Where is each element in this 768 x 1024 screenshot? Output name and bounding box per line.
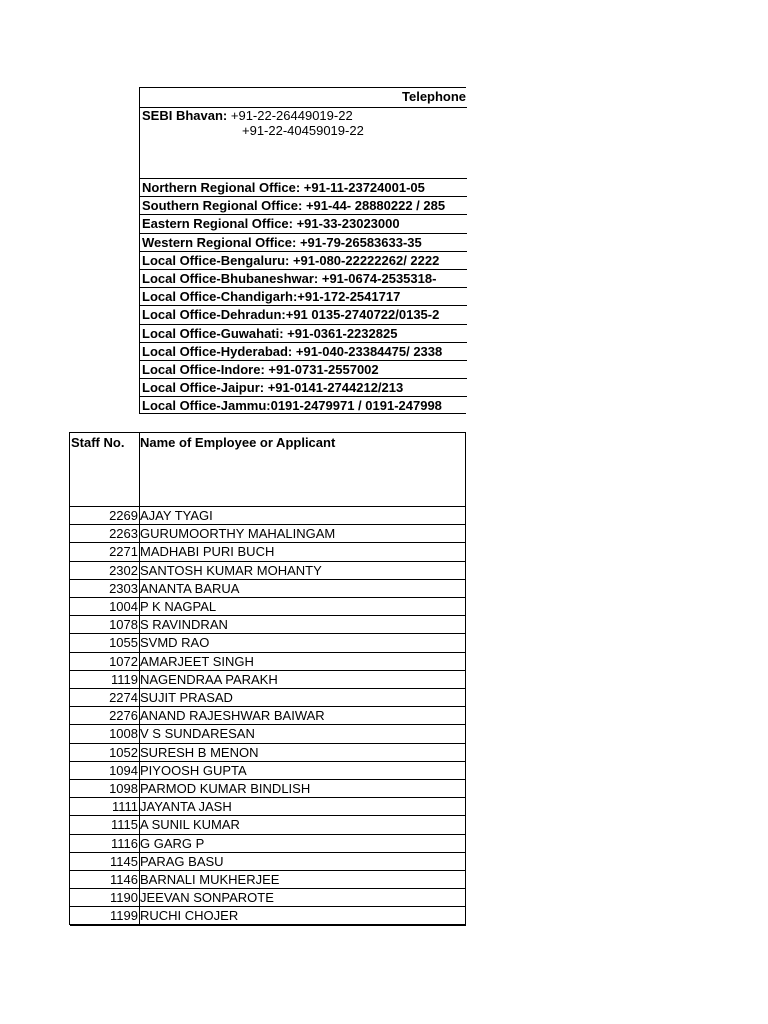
staff-number: 2263: [109, 526, 138, 542]
telephone-block: [139, 87, 466, 414]
office-row: Local Office-Bengaluru: +91-080-22222262/ 2222: [140, 251, 467, 269]
table-row: [70, 525, 466, 543]
office-row: Local Office-Jaipur: +91-0141-2744212/213: [140, 378, 467, 396]
employee-name: SANTOSH KUMAR MOHANTY: [140, 562, 322, 578]
staff-number: 1111: [111, 799, 138, 815]
staff-number: 2271: [109, 544, 138, 560]
table-row: [70, 762, 466, 780]
employee-name: PARAG BASU: [140, 853, 224, 869]
table-row: [70, 598, 466, 616]
employee-name: S RAVINDRAN: [140, 617, 228, 633]
office-row: Local Office-Chandigarh:+91-172-2541717: [140, 287, 467, 305]
table-row: [70, 835, 466, 853]
table-row: [70, 653, 466, 671]
staff-number: 2303: [109, 580, 138, 596]
employee-name: SVMD RAO: [140, 635, 210, 651]
staff-number: 1146: [110, 872, 138, 887]
employee-name: PARMOD KUMAR BINDLISH: [140, 781, 311, 796]
table-row: [70, 616, 466, 634]
office-row: Local Office-Indore: +91-0731-2557002: [140, 360, 467, 378]
office-row: Local Office-Guwahati: +91-0361-2232825: [140, 324, 467, 342]
employee-name: MADHABI PURI BUCH: [140, 544, 275, 560]
employee-name: JEEVAN SONPAROTE: [140, 890, 274, 906]
table-row: [70, 907, 466, 925]
staff-number: 1119: [111, 671, 138, 687]
table-row: [70, 780, 466, 798]
office-row: Southern Regional Office: +91-44- 28880222 / 285: [140, 196, 467, 214]
table-row: [70, 634, 466, 652]
employee-name: PIYOOSH GUPTA: [140, 762, 247, 778]
staff-number: 1004: [109, 599, 138, 614]
sebi-phone-1: +91-22-26449019-22: [230, 108, 353, 123]
office-row: Local Office-Bhubaneshwar: +91-0674-2535318-: [140, 269, 467, 287]
table-row: [70, 562, 466, 580]
telephone-header: [140, 88, 467, 108]
employee-name: BARNALI MUKHERJEE: [140, 872, 280, 887]
staff-table: [69, 432, 466, 925]
employee-name: AMARJEET SINGH: [140, 653, 254, 669]
table-row: [70, 816, 466, 834]
employee-name: ANAND RAJESHWAR BAIWAR: [140, 708, 325, 724]
table-row: [70, 853, 466, 871]
staff-number: 1055: [109, 635, 138, 651]
employee-name: A SUNIL KUMAR: [140, 817, 240, 833]
office-row: Western Regional Office: +91-79-26583633-35: [140, 233, 467, 251]
staff-number: 1145: [110, 853, 138, 869]
sebi-bhavan-contact: [142, 108, 364, 138]
employee-name: RUCHI CHOJER: [140, 908, 239, 924]
office-row: Northern Regional Office: +91-11-23724001-05: [140, 178, 467, 196]
staff-number: 2302: [109, 562, 138, 578]
table-row: [70, 580, 466, 598]
employee-name: SUJIT PRASAD: [140, 690, 233, 705]
employee-name: ANANTA BARUA: [140, 580, 240, 596]
staff-number: 2276: [109, 708, 138, 724]
table-row: [70, 671, 466, 689]
staff-number: 1094: [109, 762, 138, 778]
table-row: [70, 725, 466, 743]
employee-name: GURUMOORTHY MAHALINGAM: [140, 526, 336, 542]
employee-name: AJAY TYAGI: [140, 508, 213, 523]
table-row: [70, 689, 466, 707]
office-row: Local Office-Dehradun:+91 0135-2740722/0135-2: [140, 305, 467, 323]
table-row: [70, 507, 466, 525]
table-row: [70, 798, 466, 816]
staff-number: 1190: [110, 890, 138, 906]
staff-number: 1098: [109, 781, 138, 796]
table-row: [70, 889, 466, 907]
office-row: Local Office-Hyderabad: +91-040-23384475/ 2338: [140, 342, 467, 360]
staff-number: 1052: [109, 744, 138, 760]
table-row: [70, 871, 466, 889]
staff-number: 1199: [110, 908, 138, 924]
office-row: Eastern Regional Office: +91-33-23023000: [140, 214, 467, 232]
staff-number: 1008: [109, 726, 138, 742]
office-row: Local Office-Jammu:0191-2479971 / 0191-247998: [140, 396, 467, 414]
staff-number: 1078: [109, 617, 138, 633]
staff-number: 2274: [109, 690, 138, 705]
employee-name: SURESH B MENON: [140, 744, 259, 760]
employee-name: JAYANTA JASH: [140, 799, 232, 815]
staff-number: 1115: [111, 817, 138, 833]
employee-name: V S SUNDARESAN: [140, 726, 255, 742]
employee-name: P K NAGPAL: [140, 599, 217, 614]
table-row: [70, 707, 466, 725]
employee-name: NAGENDRAA PARAKH: [140, 671, 278, 687]
staff-table-header: [70, 433, 466, 507]
header-employee-name: Name of Employee or Applicant: [140, 435, 336, 450]
telephone-header-label: Telephone: [402, 89, 467, 104]
header-staff-no: Staff No.: [71, 435, 125, 450]
staff-number: 1116: [111, 835, 138, 851]
table-row: [70, 543, 466, 561]
staff-number: 2269: [109, 508, 138, 523]
staff-number: 1072: [109, 653, 138, 669]
employee-name: G GARG P: [140, 835, 205, 851]
sebi-phone-2: +91-22-40459019-22: [242, 123, 364, 138]
table-row: [70, 744, 466, 762]
sebi-bhavan-label: SEBI Bhavan:: [142, 108, 228, 123]
